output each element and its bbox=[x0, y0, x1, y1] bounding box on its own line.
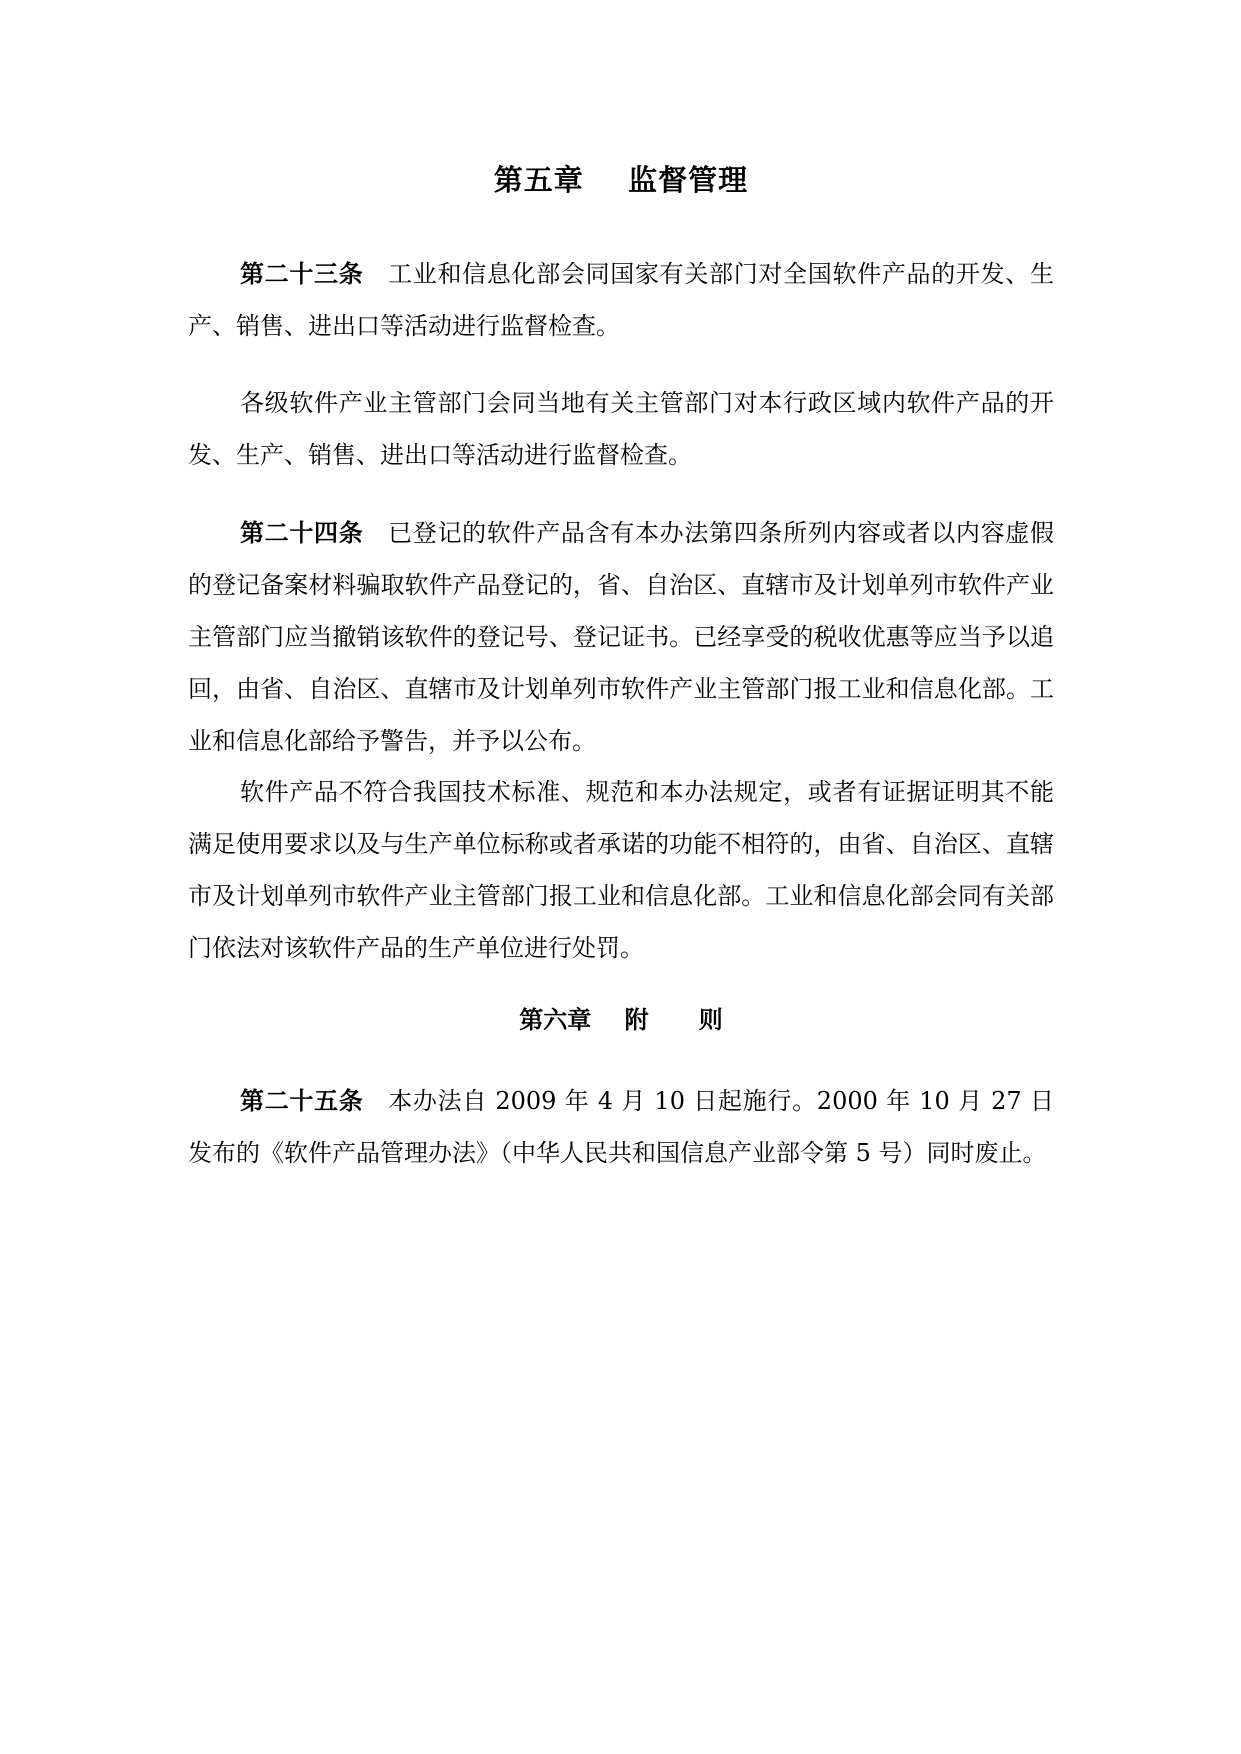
article-24-label: 第二十四条 bbox=[240, 518, 364, 547]
article-24 bbox=[188, 507, 1054, 767]
article-23-text: 工业和信息化部会同国家有关部门对全国软件产品的开发、生产、销售、进出口等活动进行监督检查。 bbox=[188, 260, 1054, 340]
article-23-paragraph-2 bbox=[188, 377, 1054, 481]
article-23 bbox=[188, 248, 1054, 352]
article-24-text: 已登记的软件产品含有本办法第四条所列内容或者以内容虚假的登记备案材料骗取软件产品登记的，省、自治区、直辖市及计划单列市软件产业主管部门应当撤销该软件的登记号、登记证书。已经享受的税收优惠等应当予以追回，由省、自治区、直辖市及计划单列市软件产业主管部门报工业和信息化部。工业和信息化部给予警告，并予以公布。 bbox=[188, 519, 1054, 755]
article-23-label: 第二十三条 bbox=[240, 259, 364, 288]
chapter-5-title: 第五章 监督管理 bbox=[493, 163, 749, 197]
chapter-6-title: 第六章 附 则 bbox=[519, 1005, 723, 1034]
article-25-text: 本办法自 2009 年 4 月 10 日起施行。2000 年 10 月 27 日发布的《软件产品管理办法》（中华人民共和国信息产业部令第 5 号）同时废止。 bbox=[188, 1087, 1055, 1167]
article-25-label: 第二十五条 bbox=[240, 1086, 364, 1115]
article-25 bbox=[188, 1075, 1054, 1179]
article-23-paragraph-2-text: 各级软件产业主管部门会同当地有关主管部门对本行政区域内软件产品的开发、生产、销售、进出口等活动进行监督检查。 bbox=[188, 389, 1054, 469]
article-24-paragraph-2 bbox=[188, 766, 1054, 974]
article-24-paragraph-2-text: 软件产品不符合我国技术标准、规范和本办法规定，或者有证据证明其不能满足使用要求以及与生产单位标称或者承诺的功能不相符的，由省、自治区、直辖市及计划单列市软件产业主管部门报工业和信息化部。工业和信息化部会同有关部门依法对该软件产品的生产单位进行处罚。 bbox=[188, 778, 1054, 962]
